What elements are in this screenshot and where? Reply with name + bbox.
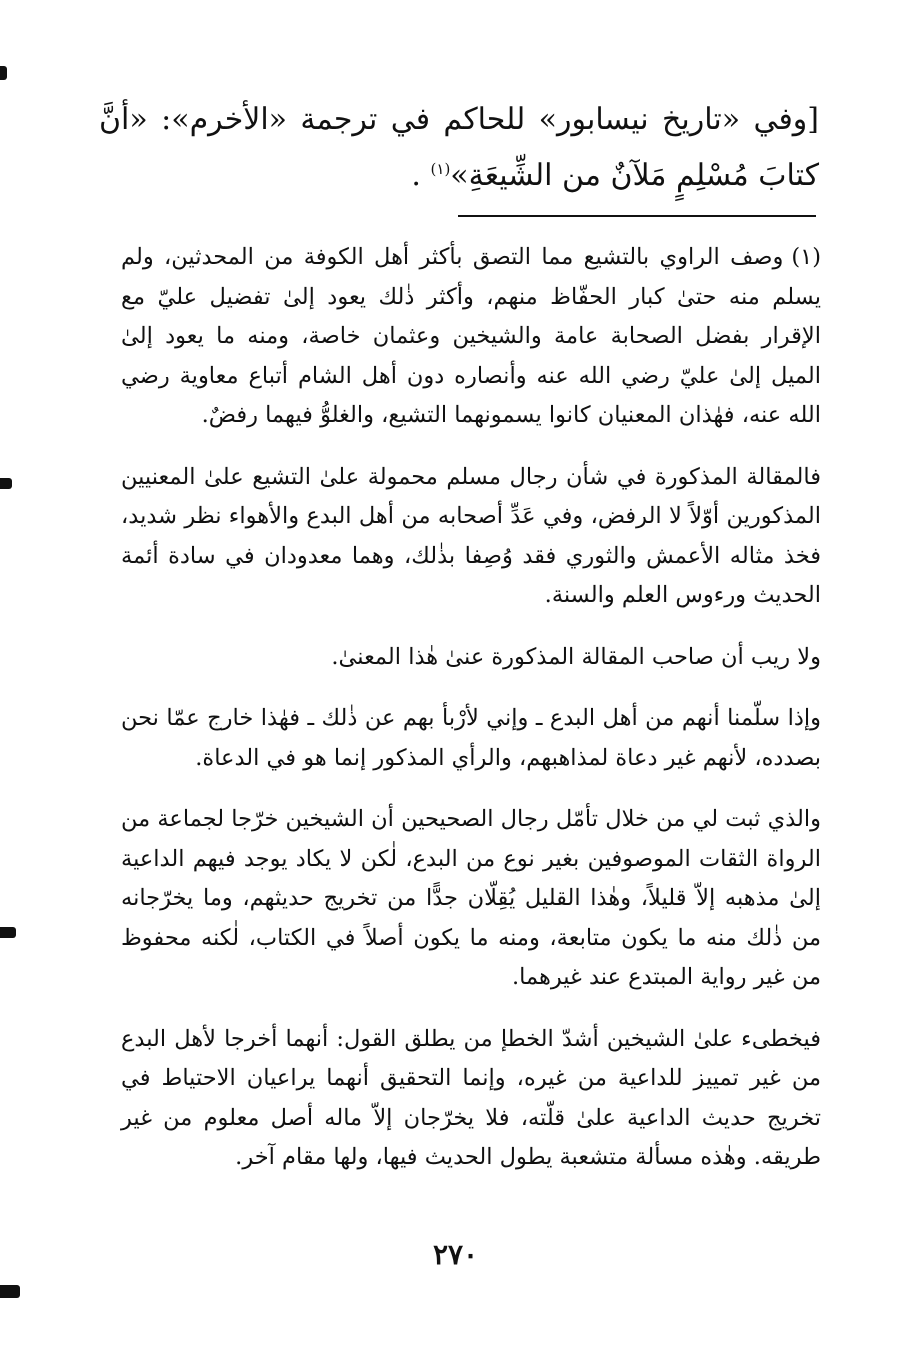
footnotes-section (121, 238, 821, 1200)
page-number: ٢٧٠ (432, 1238, 479, 1271)
footnote-separator (458, 215, 816, 217)
footnote-reference: (١) (430, 160, 451, 178)
footnote-paragraph-text: وصف الراوي بالتشيع مما التصق بأكثر أهل الكوفة من المحدثين، ولم يسلم منه حتىٰ كبار الحفّاظ منهم، وأكثر ذٰلك يعود إلىٰ تفضيل عليّ مع الإقرار بفضل الصحابة عامة والشيخين وعثمان خاصة، ومنه ما يعود إلىٰ الميل إلىٰ عليّ رضي الله عنه وأنصاره دون أهل الشام أتباع معاوية رضي الله عنه، فهٰذان المعنيان كانوا يسمونهما التشيع، والغلوُّ فيهما رفضٌ. (121, 244, 821, 428)
footnote-paragraph-1 (121, 238, 821, 436)
scan-mark-4 (0, 1285, 20, 1298)
scan-mark-3 (0, 927, 16, 938)
footnote-paragraph-5: والذي ثبت لي من خلال تأمّل رجال الصحيحين أن الشيخين خرّجا لجماعة من الرواة الثقات الموصوفين بغير نوع من البدع، لٰكن لا يكاد يوجد فيهم الداعية إلىٰ مذهبه إلاّ قليلاً، وهٰذا القليل يُقِلّان جدًّا من تخريج حديثهم، وما يخرّجانه من ذٰلك منه ما يكون متابعة، ومنه ما يكون أصلاً في الكتاب، لٰكنه محفوظ من غير رواية المبتدع عند غيرهما. (121, 806, 821, 990)
scan-mark-2 (0, 478, 12, 489)
main-text-body: [وفي «تاريخ نيسابور» للحاكم في ترجمة «الأخرم»: «أنَّ كتابَ مُسْلِمٍ مَلآنٌ من الشِّيعَةِ» (99, 102, 819, 193)
footnote-paragraph-4: وإذا سلّمنا أنهم من أهل البدع ـ وإني لأرْبأ بهم عن ذٰلك ـ فهٰذا خارج عمّا نحن بصدده، لأنهم غير دعاة لمذاهبهم، والرأي المذكور إنما هو في الدعاة. (121, 705, 821, 771)
main-text-end: . (411, 158, 421, 193)
footnote-marker: (١) (791, 244, 821, 270)
footnote-paragraph-3: ولا ريب أن صاحب المقالة المذكورة عنىٰ هٰذا المعنىٰ. (331, 643, 821, 670)
scan-mark-1 (0, 66, 7, 80)
footnote-paragraph-2: فالمقالة المذكورة في شأن رجال مسلم محمولة علىٰ التشيع علىٰ المعنيين المذكورين أوّلاً لا الرفض، وفي عَدِّ أصحابه من أهل البدع والأهواء نظر شديد، فخذ مثاله الأعمش والثوري فقد وُصِفا بذٰلك، وهما معدودان في سادة أئمة الحديث ورءوس العلم والسنة. (121, 463, 821, 608)
footnote-paragraph-6: فيخطىء علىٰ الشيخين أشدّ الخطإ من يطلق القول: أنهما أخرجا لأهل البدع من غير تمييز للداعية من غيره، وإنما التحقيق أنهما يراعيان الاحتياط في تخريج حديث الداعية علىٰ قلّته، فلا يخرّجان إلاّ ماله أصل معلوم من غير طريقه. وهٰذه مسألة متشعبة يطول الحديث فيها، ولها مقام آخر. (121, 1025, 821, 1170)
main-text (99, 92, 819, 204)
